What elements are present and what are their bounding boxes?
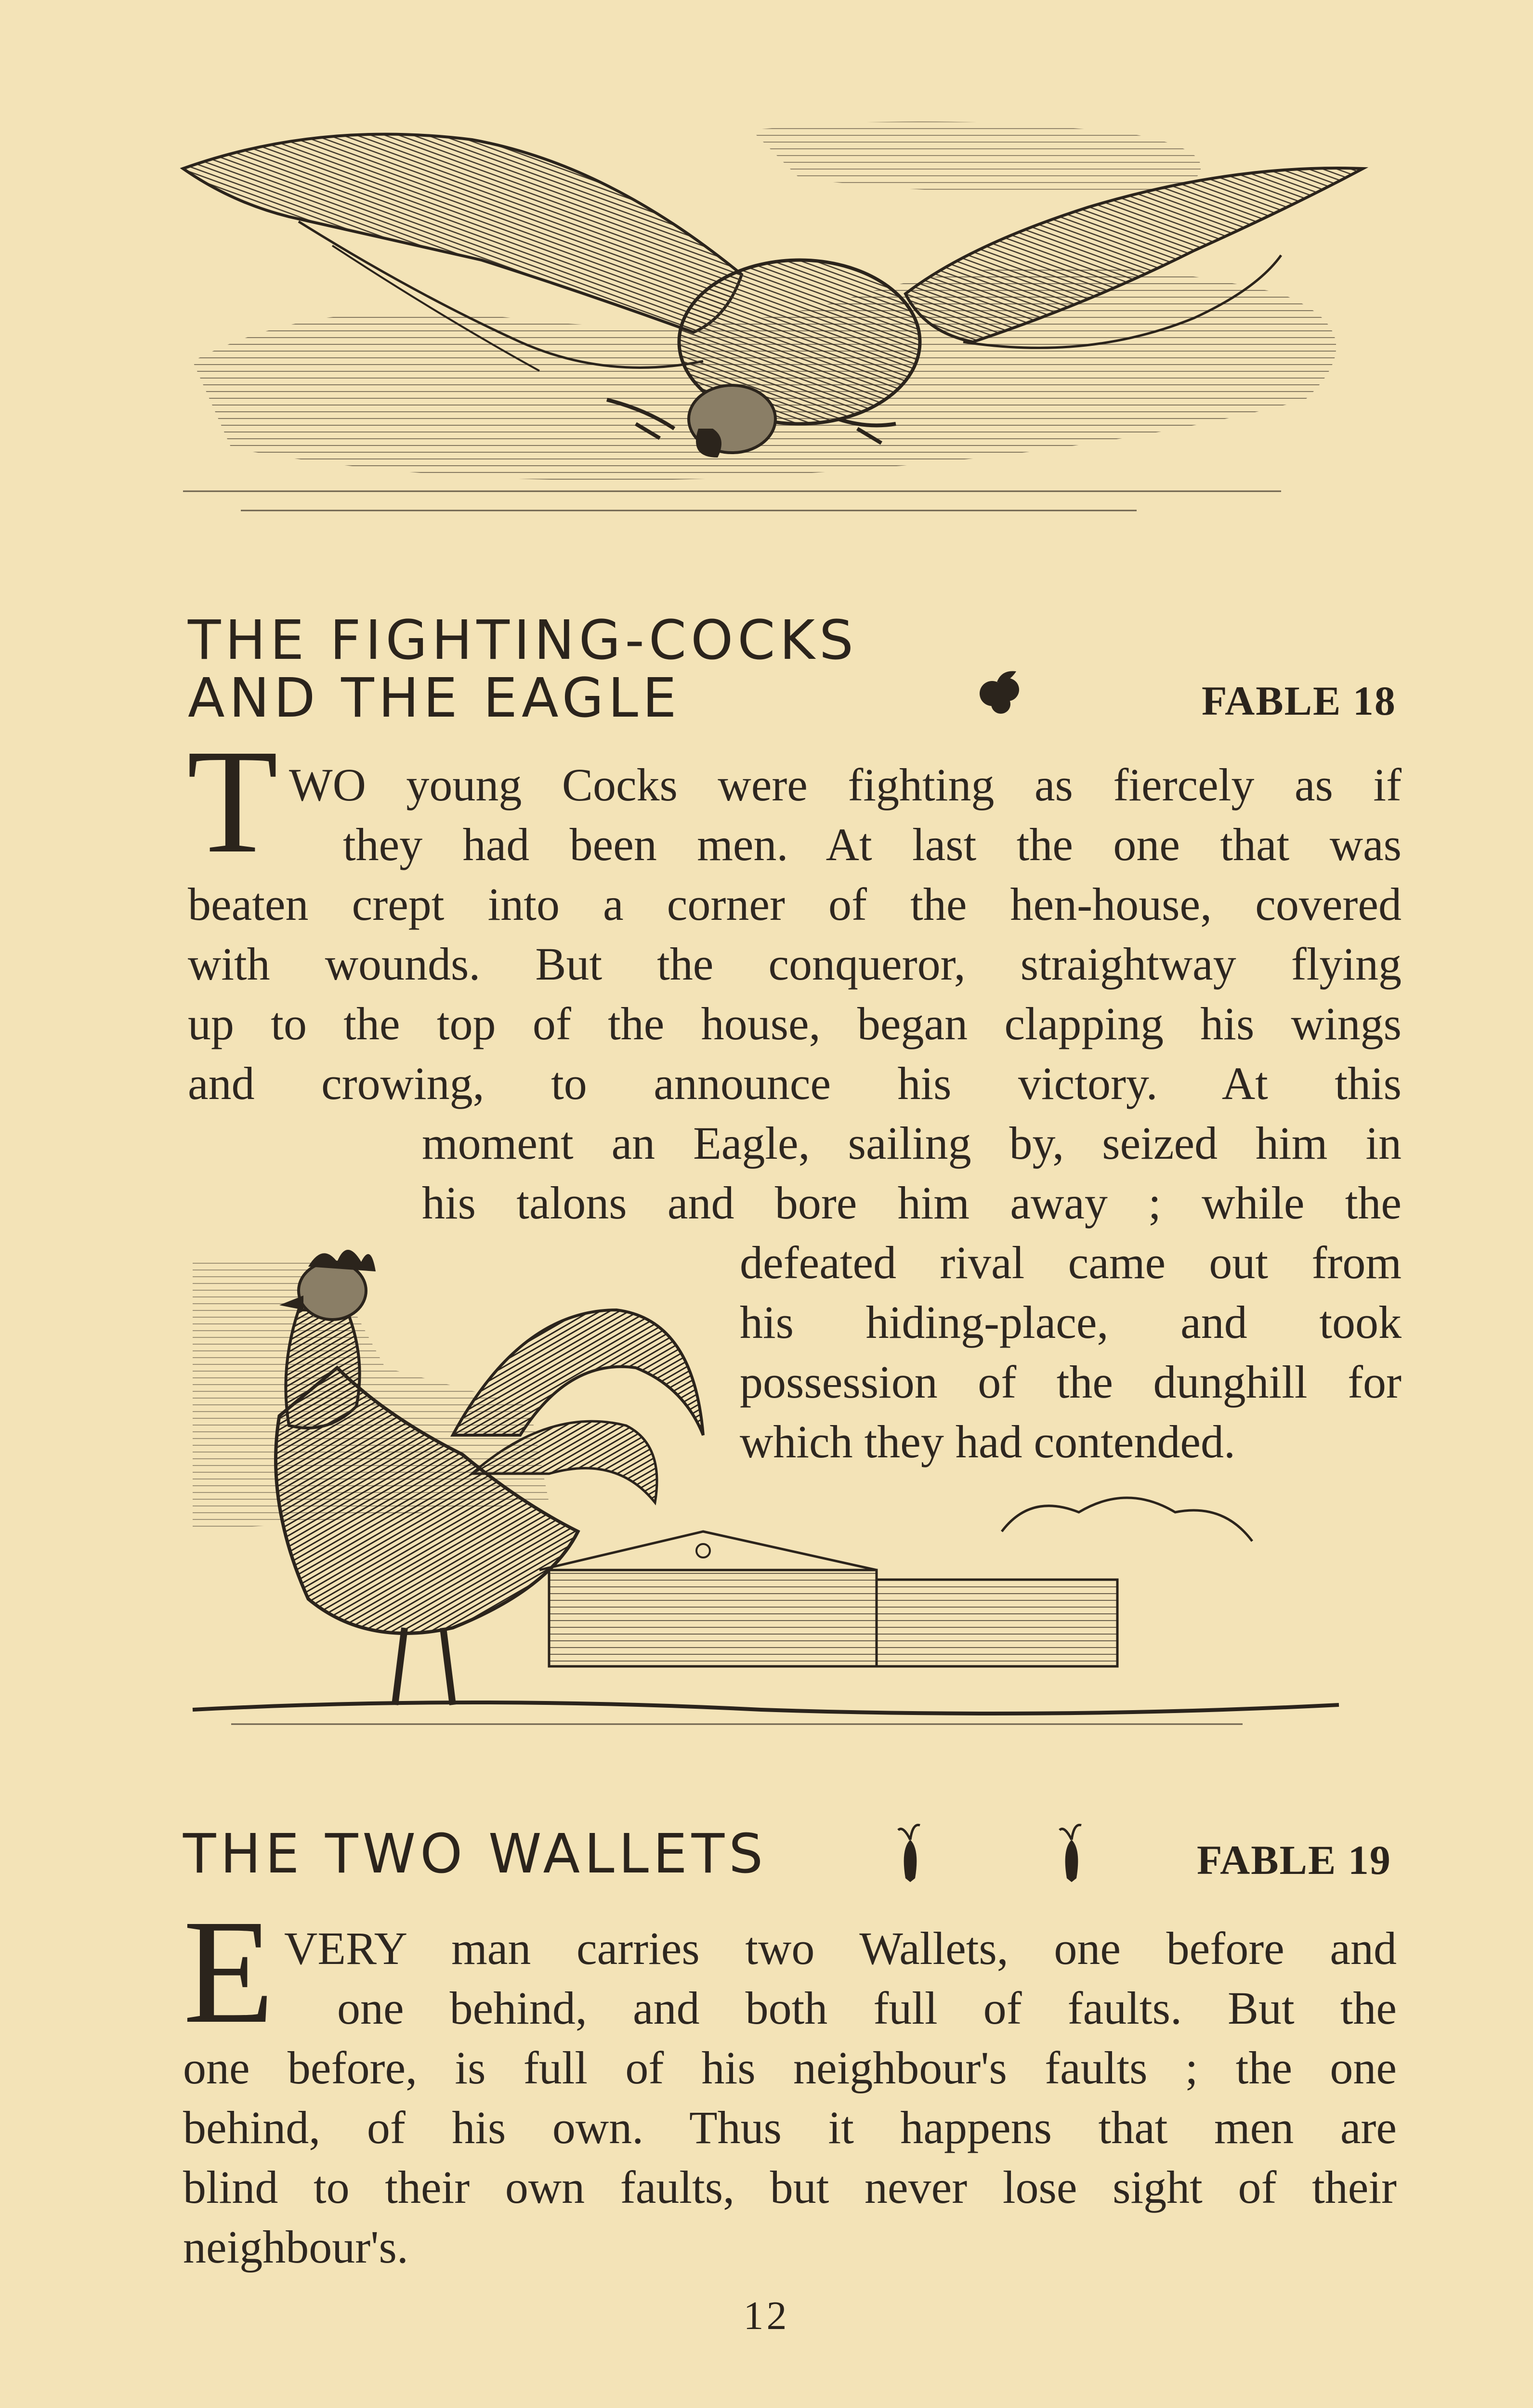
text-line: behind, of his own. Thus it happens that men are <box>183 2102 1397 2153</box>
text-line: his talons and bore him away ; while the <box>422 1177 1402 1229</box>
text-line: one behind, and both full of faults. But the <box>337 1982 1397 2034</box>
text-line: up to the top of the house, began clapping his wings <box>188 998 1402 1049</box>
text-line: possession of the dunghill for <box>740 1356 1402 1408</box>
text-line: WO young Cocks were fighting as fiercely as if <box>289 759 1402 811</box>
fable-number: FABLE 19 <box>1197 1837 1391 1883</box>
text-line: one before, is full of his neighbour's faults ; the one <box>183 2042 1397 2094</box>
page-number: 12 <box>743 2293 790 2338</box>
carrot-ornament-icon <box>1055 1820 1088 1883</box>
text-line: defeated rival came out from <box>740 1237 1402 1288</box>
text-line: beaten crept into a corner of the hen-house, covered <box>188 878 1402 930</box>
text-line: they had been men. At last the one that was <box>343 819 1402 870</box>
eagle-illustration <box>173 92 1387 535</box>
text-line: VERY man carries two Wallets, one before and <box>284 1923 1397 1974</box>
text-line: with wounds. But the conqueror, straightway flying <box>188 938 1402 990</box>
text-line: and crowing, to announce his victory. At this <box>188 1058 1402 1109</box>
drop-cap: T <box>187 719 278 884</box>
fable-number: FABLE 18 <box>1202 678 1396 724</box>
berry-ornament-icon <box>973 665 1031 718</box>
text-line: his hiding-place, and took <box>740 1296 1402 1348</box>
fable-title-line1: THE FIGHTING-COCKS <box>188 609 858 672</box>
carrot-ornament-icon <box>893 1820 927 1883</box>
fable-title: THE TWO WALLETS <box>183 1823 768 1885</box>
fable-title-line2: AND THE EAGLE <box>188 667 681 730</box>
text-line: which they had contended. <box>740 1416 1235 1467</box>
text-line: moment an Eagle, sailing by, seized him in <box>422 1117 1402 1169</box>
rooster-illustration <box>183 1165 1358 1743</box>
text-line: neighbour's. <box>183 2221 408 2273</box>
text-line: blind to their own faults, but never lose sight of their <box>183 2161 1397 2213</box>
drop-cap: E <box>183 1889 275 2055</box>
